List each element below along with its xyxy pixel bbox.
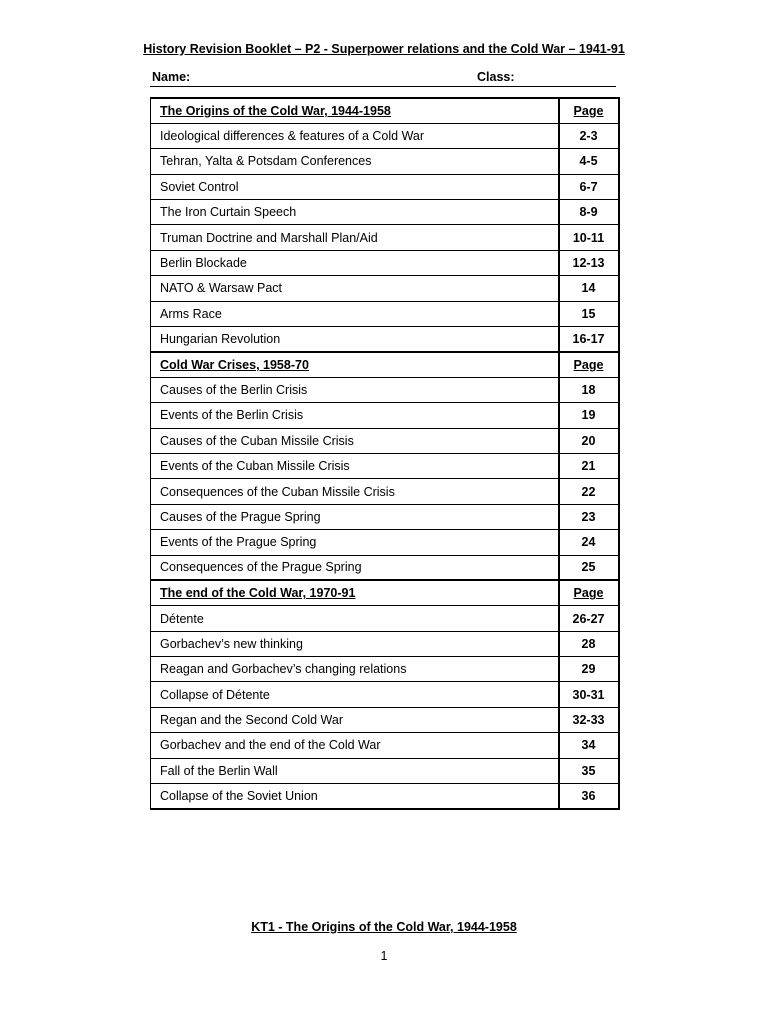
page-cell: 26-27 — [559, 606, 619, 631]
table-row — [151, 250, 619, 275]
page-cell: 21 — [559, 453, 619, 478]
topic-cell: Events of the Berlin Crisis — [151, 403, 559, 428]
page-column-label: Page — [559, 580, 619, 605]
topic-cell: Tehran, Yalta & Potsdam Conferences — [151, 149, 559, 174]
page-cell: 8-9 — [559, 200, 619, 225]
contents-table — [150, 97, 620, 810]
table-row — [151, 530, 619, 555]
topic-cell: Gorbachev’s new thinking — [151, 631, 559, 656]
table-row — [151, 377, 619, 402]
table-row — [151, 327, 619, 352]
topic-cell: Ideological differences & features of a Cold War — [151, 123, 559, 148]
table-row — [151, 657, 619, 682]
topic-cell: Collapse of Détente — [151, 682, 559, 707]
page-cell: 34 — [559, 733, 619, 758]
page-cell: 10-11 — [559, 225, 619, 250]
section-header — [151, 352, 619, 377]
name-class-line — [150, 70, 616, 87]
page-cell: 6-7 — [559, 174, 619, 199]
topic-cell: Collapse of the Soviet Union — [151, 784, 559, 809]
table-row — [151, 682, 619, 707]
table-row — [151, 225, 619, 250]
page-cell: 29 — [559, 657, 619, 682]
topic-cell: Events of the Prague Spring — [151, 530, 559, 555]
page-cell: 22 — [559, 479, 619, 504]
table-row — [151, 758, 619, 783]
table-row — [151, 631, 619, 656]
table-row — [151, 403, 619, 428]
table-row — [151, 479, 619, 504]
page-column-label: Page — [559, 352, 619, 377]
page-cell: 36 — [559, 784, 619, 809]
kt1-heading: KT1 - The Origins of the Cold War, 1944-1958 — [251, 920, 517, 934]
table-row — [151, 174, 619, 199]
topic-cell: Causes of the Berlin Crisis — [151, 377, 559, 402]
page-cell: 16-17 — [559, 327, 619, 352]
table-row — [151, 276, 619, 301]
topic-cell: NATO & Warsaw Pact — [151, 276, 559, 301]
table-row — [151, 123, 619, 148]
section-header — [151, 580, 619, 605]
topic-cell: Events of the Cuban Missile Crisis — [151, 453, 559, 478]
section-header — [151, 98, 619, 123]
table-row — [151, 200, 619, 225]
topic-cell: Regan and the Second Cold War — [151, 707, 559, 732]
page-cell: 4-5 — [559, 149, 619, 174]
topic-cell: Causes of the Prague Spring — [151, 504, 559, 529]
class-label: Class: — [477, 70, 515, 84]
page-cell: 23 — [559, 504, 619, 529]
section-heading: The end of the Cold War, 1970-91 — [151, 580, 559, 605]
page-cell: 18 — [559, 377, 619, 402]
table-row — [151, 606, 619, 631]
topic-cell: The Iron Curtain Speech — [151, 200, 559, 225]
table-row — [151, 555, 619, 580]
page-cell: 35 — [559, 758, 619, 783]
topic-cell: Détente — [151, 606, 559, 631]
topic-cell: Consequences of the Prague Spring — [151, 555, 559, 580]
section-heading: The Origins of the Cold War, 1944-1958 — [151, 98, 559, 123]
page-cell: 25 — [559, 555, 619, 580]
table-row — [151, 504, 619, 529]
booklet-title: History Revision Booklet – P2 - Superpower relations and the Cold War – 1941-91 — [143, 42, 625, 56]
page-cell: 32-33 — [559, 707, 619, 732]
topic-cell: Truman Doctrine and Marshall Plan/Aid — [151, 225, 559, 250]
page-cell: 15 — [559, 301, 619, 326]
table-row — [151, 707, 619, 732]
topic-cell: Consequences of the Cuban Missile Crisis — [151, 479, 559, 504]
topic-cell: Berlin Blockade — [151, 250, 559, 275]
section-heading: Cold War Crises, 1958-70 — [151, 352, 559, 377]
name-label: Name: — [152, 70, 191, 84]
page-cell: 2-3 — [559, 123, 619, 148]
topic-cell: Hungarian Revolution — [151, 327, 559, 352]
table-row — [151, 149, 619, 174]
page-cell: 20 — [559, 428, 619, 453]
topic-cell: Causes of the Cuban Missile Crisis — [151, 428, 559, 453]
page-cell: 24 — [559, 530, 619, 555]
table-row — [151, 428, 619, 453]
page-cell: 30-31 — [559, 682, 619, 707]
topic-cell: Arms Race — [151, 301, 559, 326]
page-number: 1 — [380, 949, 388, 963]
topic-cell: Reagan and Gorbachev’s changing relations — [151, 657, 559, 682]
table-row — [151, 301, 619, 326]
topic-cell: Soviet Control — [151, 174, 559, 199]
page-cell: 12-13 — [559, 250, 619, 275]
page-cell: 14 — [559, 276, 619, 301]
topic-cell: Gorbachev and the end of the Cold War — [151, 733, 559, 758]
table-row — [151, 453, 619, 478]
table-row — [151, 784, 619, 809]
topic-cell: Fall of the Berlin Wall — [151, 758, 559, 783]
page-cell: 19 — [559, 403, 619, 428]
page-cell: 28 — [559, 631, 619, 656]
table-row — [151, 733, 619, 758]
page-column-label: Page — [559, 98, 619, 123]
